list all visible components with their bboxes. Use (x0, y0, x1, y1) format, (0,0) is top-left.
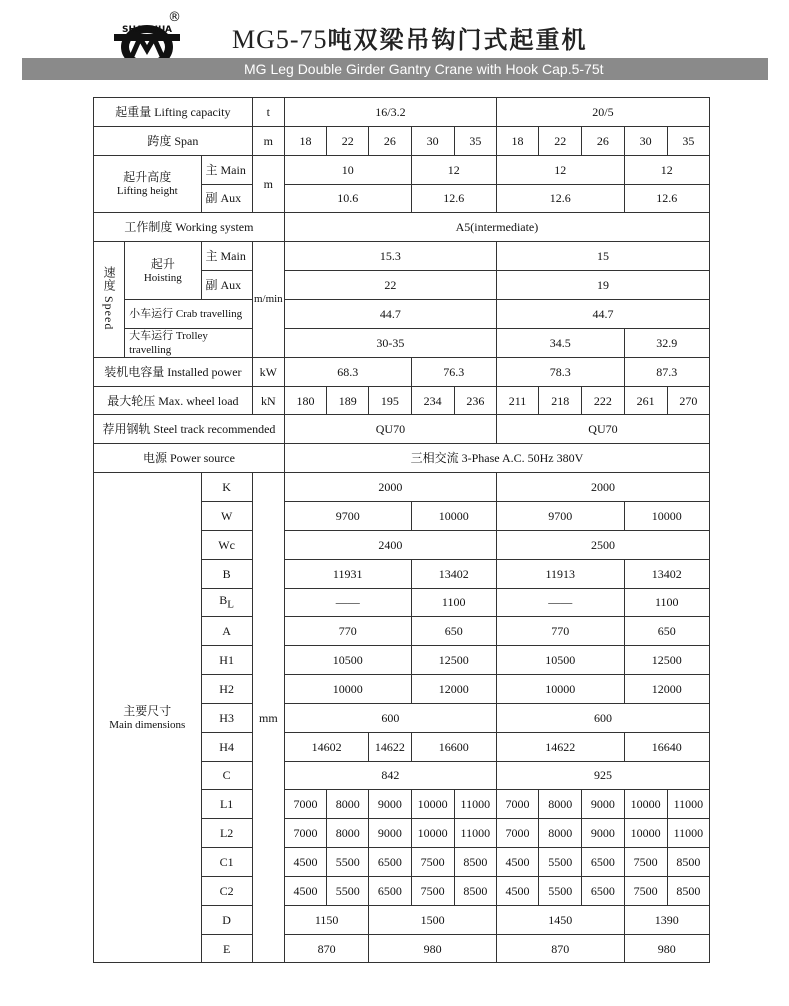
dim-cell: 13402 (411, 559, 496, 588)
load-cell: 211 (496, 386, 538, 415)
speed-cell: 30-35 (284, 328, 496, 357)
dim-cell: 13402 (624, 559, 709, 588)
height-cell: 12 (496, 155, 624, 184)
dim-cell: 9000 (369, 790, 411, 819)
dim-cell: 12500 (624, 646, 709, 675)
dim-cell: 12000 (624, 675, 709, 704)
label-speed-text: 速度 Speed (102, 265, 117, 331)
label-hoisting-cn: 起升 (150, 256, 175, 271)
dim-label: E (201, 934, 252, 963)
dim-cell: 980 (624, 934, 709, 963)
dim-label: H1 (201, 646, 252, 675)
load-cell: 261 (624, 386, 667, 415)
dim-cell: 650 (624, 617, 709, 646)
dim-cell: 7000 (496, 790, 538, 819)
height-cell: 10 (284, 155, 411, 184)
load-cell: 222 (582, 386, 624, 415)
dim-cell: 4500 (496, 848, 538, 877)
speed-cell: 15 (496, 242, 709, 271)
dim-cell: 8000 (539, 819, 582, 848)
row-power-source (94, 444, 710, 473)
span-cell: 22 (327, 126, 369, 155)
height-cell: 12 (624, 155, 709, 184)
dim-cell: 770 (284, 617, 411, 646)
dim-cell: 5500 (327, 848, 369, 877)
dim-cell: 8000 (539, 790, 582, 819)
dim-cell: 10000 (411, 501, 496, 530)
span-cell: 26 (582, 126, 624, 155)
dim-cell: 11000 (667, 819, 709, 848)
dim-cell: 10000 (624, 501, 709, 530)
span-cell: 18 (496, 126, 538, 155)
working-system-value: A5(intermediate) (284, 213, 709, 242)
load-cell: 234 (411, 386, 454, 415)
dim-cell: 2000 (284, 473, 496, 502)
dim-cell: 6500 (369, 876, 411, 905)
power-cell: 68.3 (284, 357, 411, 386)
power-source-value: 三相交流 3-Phase A.C. 50Hz 380V (284, 444, 709, 473)
label-main-dimensions (94, 473, 202, 963)
dim-label-sub: L (227, 598, 234, 611)
logo-text: SHANHUA (121, 25, 173, 35)
load-cell: 236 (454, 386, 496, 415)
dim-cell: 7500 (624, 876, 667, 905)
row-speed-crab (94, 299, 710, 328)
speed-cell: 44.7 (496, 299, 709, 328)
dim-cell: 650 (411, 617, 496, 646)
dim-cell: 1150 (284, 905, 368, 934)
label-lifting-height-en: Lifting height (116, 185, 178, 198)
dim-cell: 9000 (582, 819, 624, 848)
label-lifting-capacity: 起重量 Lifting capacity (94, 98, 253, 127)
speed-cell: 19 (496, 271, 709, 300)
dim-label: A (201, 617, 252, 646)
dim-cell: 10500 (284, 646, 411, 675)
dim-cell: 5500 (539, 876, 582, 905)
unit-cell: t (252, 98, 284, 127)
label-crab: 小车运行 Crab travelling (125, 299, 253, 328)
dim-cell: 8500 (454, 876, 496, 905)
span-cell: 26 (369, 126, 411, 155)
dim-cell: 2400 (284, 530, 496, 559)
dim-cell: 11913 (496, 559, 624, 588)
dim-cell: 600 (284, 703, 496, 732)
row-speed-trolley (94, 328, 710, 357)
dim-cell: 7500 (411, 876, 454, 905)
dim-cell: 11000 (454, 819, 496, 848)
spec-table (93, 97, 710, 963)
speed-cell: 32.9 (624, 328, 709, 357)
dim-cell: 14622 (496, 732, 624, 761)
dim-cell: 10000 (624, 819, 667, 848)
row-steel-track (94, 415, 710, 444)
dim-label: K (201, 473, 252, 502)
label-main-dimensions-en: Main dimensions (109, 718, 186, 731)
span-cell: 18 (284, 126, 326, 155)
label-lifting-height-cn: 起升高度 (123, 170, 172, 185)
dim-cell: 7000 (496, 819, 538, 848)
dim-cell: 770 (496, 617, 624, 646)
dim-cell: 600 (496, 703, 709, 732)
dim-label: H4 (201, 732, 252, 761)
dim-cell: 6500 (582, 876, 624, 905)
dim-cell: 870 (496, 934, 624, 963)
height-cell: 12 (411, 155, 496, 184)
load-cell: 195 (369, 386, 411, 415)
dim-cell: 6500 (369, 848, 411, 877)
dim-cell: 10000 (411, 790, 454, 819)
track-cell: QU70 (284, 415, 496, 444)
label-hoisting-en: Hoisting (143, 271, 182, 284)
dim-label: C (201, 761, 252, 790)
dim-label: C1 (201, 848, 252, 877)
dim-label: L2 (201, 819, 252, 848)
span-cell: 22 (539, 126, 582, 155)
dim-cell: 1390 (624, 905, 709, 934)
dim-cell: 10000 (624, 790, 667, 819)
load-cell: 189 (327, 386, 369, 415)
capacity-cell: 16/3.2 (284, 98, 496, 127)
label-aux: 副 Aux (201, 184, 252, 213)
label-lifting-height (94, 155, 202, 213)
title-model: MG5-75 (232, 25, 328, 54)
label-main: 主 Main (201, 242, 252, 271)
dim-cell: 4500 (284, 848, 326, 877)
dim-cell: 14602 (284, 732, 368, 761)
unit-cell: mm (252, 473, 284, 963)
row-installed-power (94, 357, 710, 386)
label-main: 主 Main (201, 155, 252, 184)
label-installed-power: 装机电容量 Installed power (94, 357, 253, 386)
load-cell: 270 (667, 386, 709, 415)
dim-cell: 8500 (667, 848, 709, 877)
load-cell: 218 (539, 386, 582, 415)
dim-label: D (201, 905, 252, 934)
dim-cell: 9700 (284, 501, 411, 530)
label-main-dimensions-cn: 主要尺寸 (123, 703, 172, 718)
label-span: 跨度 Span (94, 126, 253, 155)
track-cell: QU70 (496, 415, 709, 444)
label-power-source: 电源 Power source (94, 444, 285, 473)
label-steel-track: 荐用钢轨 Steel track recommended (94, 415, 285, 444)
height-cell: 10.6 (284, 184, 411, 213)
row-lifting-height-main (94, 155, 710, 184)
dim-cell: 10500 (496, 646, 624, 675)
dim-cell: 6500 (582, 848, 624, 877)
dim-cell: 925 (496, 761, 709, 790)
dim-cell: 10000 (284, 675, 411, 704)
row-speed-hoist-main (94, 242, 710, 271)
unit-cell: kN (252, 386, 284, 415)
dim-cell: 7000 (284, 819, 326, 848)
row-working-system (94, 213, 710, 242)
dim-cell: 14622 (369, 732, 411, 761)
dim-cell: 8000 (327, 819, 369, 848)
dim-label-main: B (219, 593, 228, 608)
page-title (232, 20, 588, 55)
dim-cell: 16640 (624, 732, 709, 761)
dim-cell: 11000 (454, 790, 496, 819)
dim-label (201, 588, 252, 617)
dim-cell: 9000 (582, 790, 624, 819)
speed-cell: 44.7 (284, 299, 496, 328)
row-span (94, 126, 710, 155)
height-cell: 12.6 (624, 184, 709, 213)
dim-cell: 12000 (411, 675, 496, 704)
power-cell: 76.3 (411, 357, 496, 386)
dim-cell: 1100 (411, 588, 496, 617)
dim-cell: 1500 (369, 905, 497, 934)
capacity-cell: 20/5 (496, 98, 709, 127)
dim-cell: 7500 (624, 848, 667, 877)
dim-cell: 10000 (496, 675, 624, 704)
label-speed (94, 242, 125, 358)
label-trolley: 大车运行 Trolley travelling (125, 328, 253, 357)
dim-cell: 8500 (667, 876, 709, 905)
power-cell: 87.3 (624, 357, 709, 386)
dim-cell: 5500 (539, 848, 582, 877)
dim-cell: 4500 (284, 876, 326, 905)
height-cell: 12.6 (411, 184, 496, 213)
dim-label: H3 (201, 703, 252, 732)
span-cell: 30 (624, 126, 667, 155)
load-cell: 180 (284, 386, 326, 415)
dim-cell: 7500 (411, 848, 454, 877)
unit-cell: m (252, 126, 284, 155)
dim-label: C2 (201, 876, 252, 905)
dim-label: Wc (201, 530, 252, 559)
power-cell: 78.3 (496, 357, 624, 386)
dim-cell: 9000 (369, 819, 411, 848)
label-hoisting (125, 242, 201, 300)
dim-cell: 9700 (496, 501, 624, 530)
row-lifting-capacity (94, 98, 710, 127)
dim-cell: 8500 (454, 848, 496, 877)
dim-cell: 2500 (496, 530, 709, 559)
dim-cell: 870 (284, 934, 368, 963)
dim-cell: 842 (284, 761, 496, 790)
dim-label: B (201, 559, 252, 588)
dim-cell: 11000 (667, 790, 709, 819)
label-max-wheel-load: 最大轮压 Max. wheel load (94, 386, 253, 415)
dim-cell: 12500 (411, 646, 496, 675)
label-working-system: 工作制度 Working system (94, 213, 285, 242)
dim-cell: 2000 (496, 473, 709, 502)
registered-mark: ® (168, 10, 181, 25)
page-header (0, 0, 789, 82)
span-cell: 35 (454, 126, 496, 155)
page-subtitle: MG Leg Double Girder Gantry Crane with Hook Cap.5-75t (244, 61, 604, 77)
dim-cell: 11931 (284, 559, 411, 588)
dim-cell: 10000 (411, 819, 454, 848)
dim-cell: 1450 (496, 905, 624, 934)
speed-cell: 15.3 (284, 242, 496, 271)
row-dim-k (94, 473, 710, 502)
speed-cell: 34.5 (496, 328, 624, 357)
span-cell: 35 (667, 126, 709, 155)
dim-cell: 980 (369, 934, 497, 963)
height-cell: 12.6 (496, 184, 624, 213)
dim-cell: —— (284, 588, 411, 617)
speed-cell: 22 (284, 271, 496, 300)
unit-cell: m (252, 155, 284, 213)
dim-cell: 5500 (327, 876, 369, 905)
unit-cell: m/min (252, 242, 284, 358)
dim-cell: 8000 (327, 790, 369, 819)
label-aux: 副 Aux (201, 271, 252, 300)
unit-cell: kW (252, 357, 284, 386)
dim-cell: 7000 (284, 790, 326, 819)
span-cell: 30 (411, 126, 454, 155)
dim-label: H2 (201, 675, 252, 704)
dim-cell: 1100 (624, 588, 709, 617)
dim-label: L1 (201, 790, 252, 819)
dim-cell: 4500 (496, 876, 538, 905)
dim-cell: 16600 (411, 732, 496, 761)
title-cn: 吨双梁吊钩门式起重机 (327, 26, 588, 54)
dim-label: W (201, 501, 252, 530)
dim-cell: —— (496, 588, 624, 617)
row-max-wheel-load (94, 386, 710, 415)
